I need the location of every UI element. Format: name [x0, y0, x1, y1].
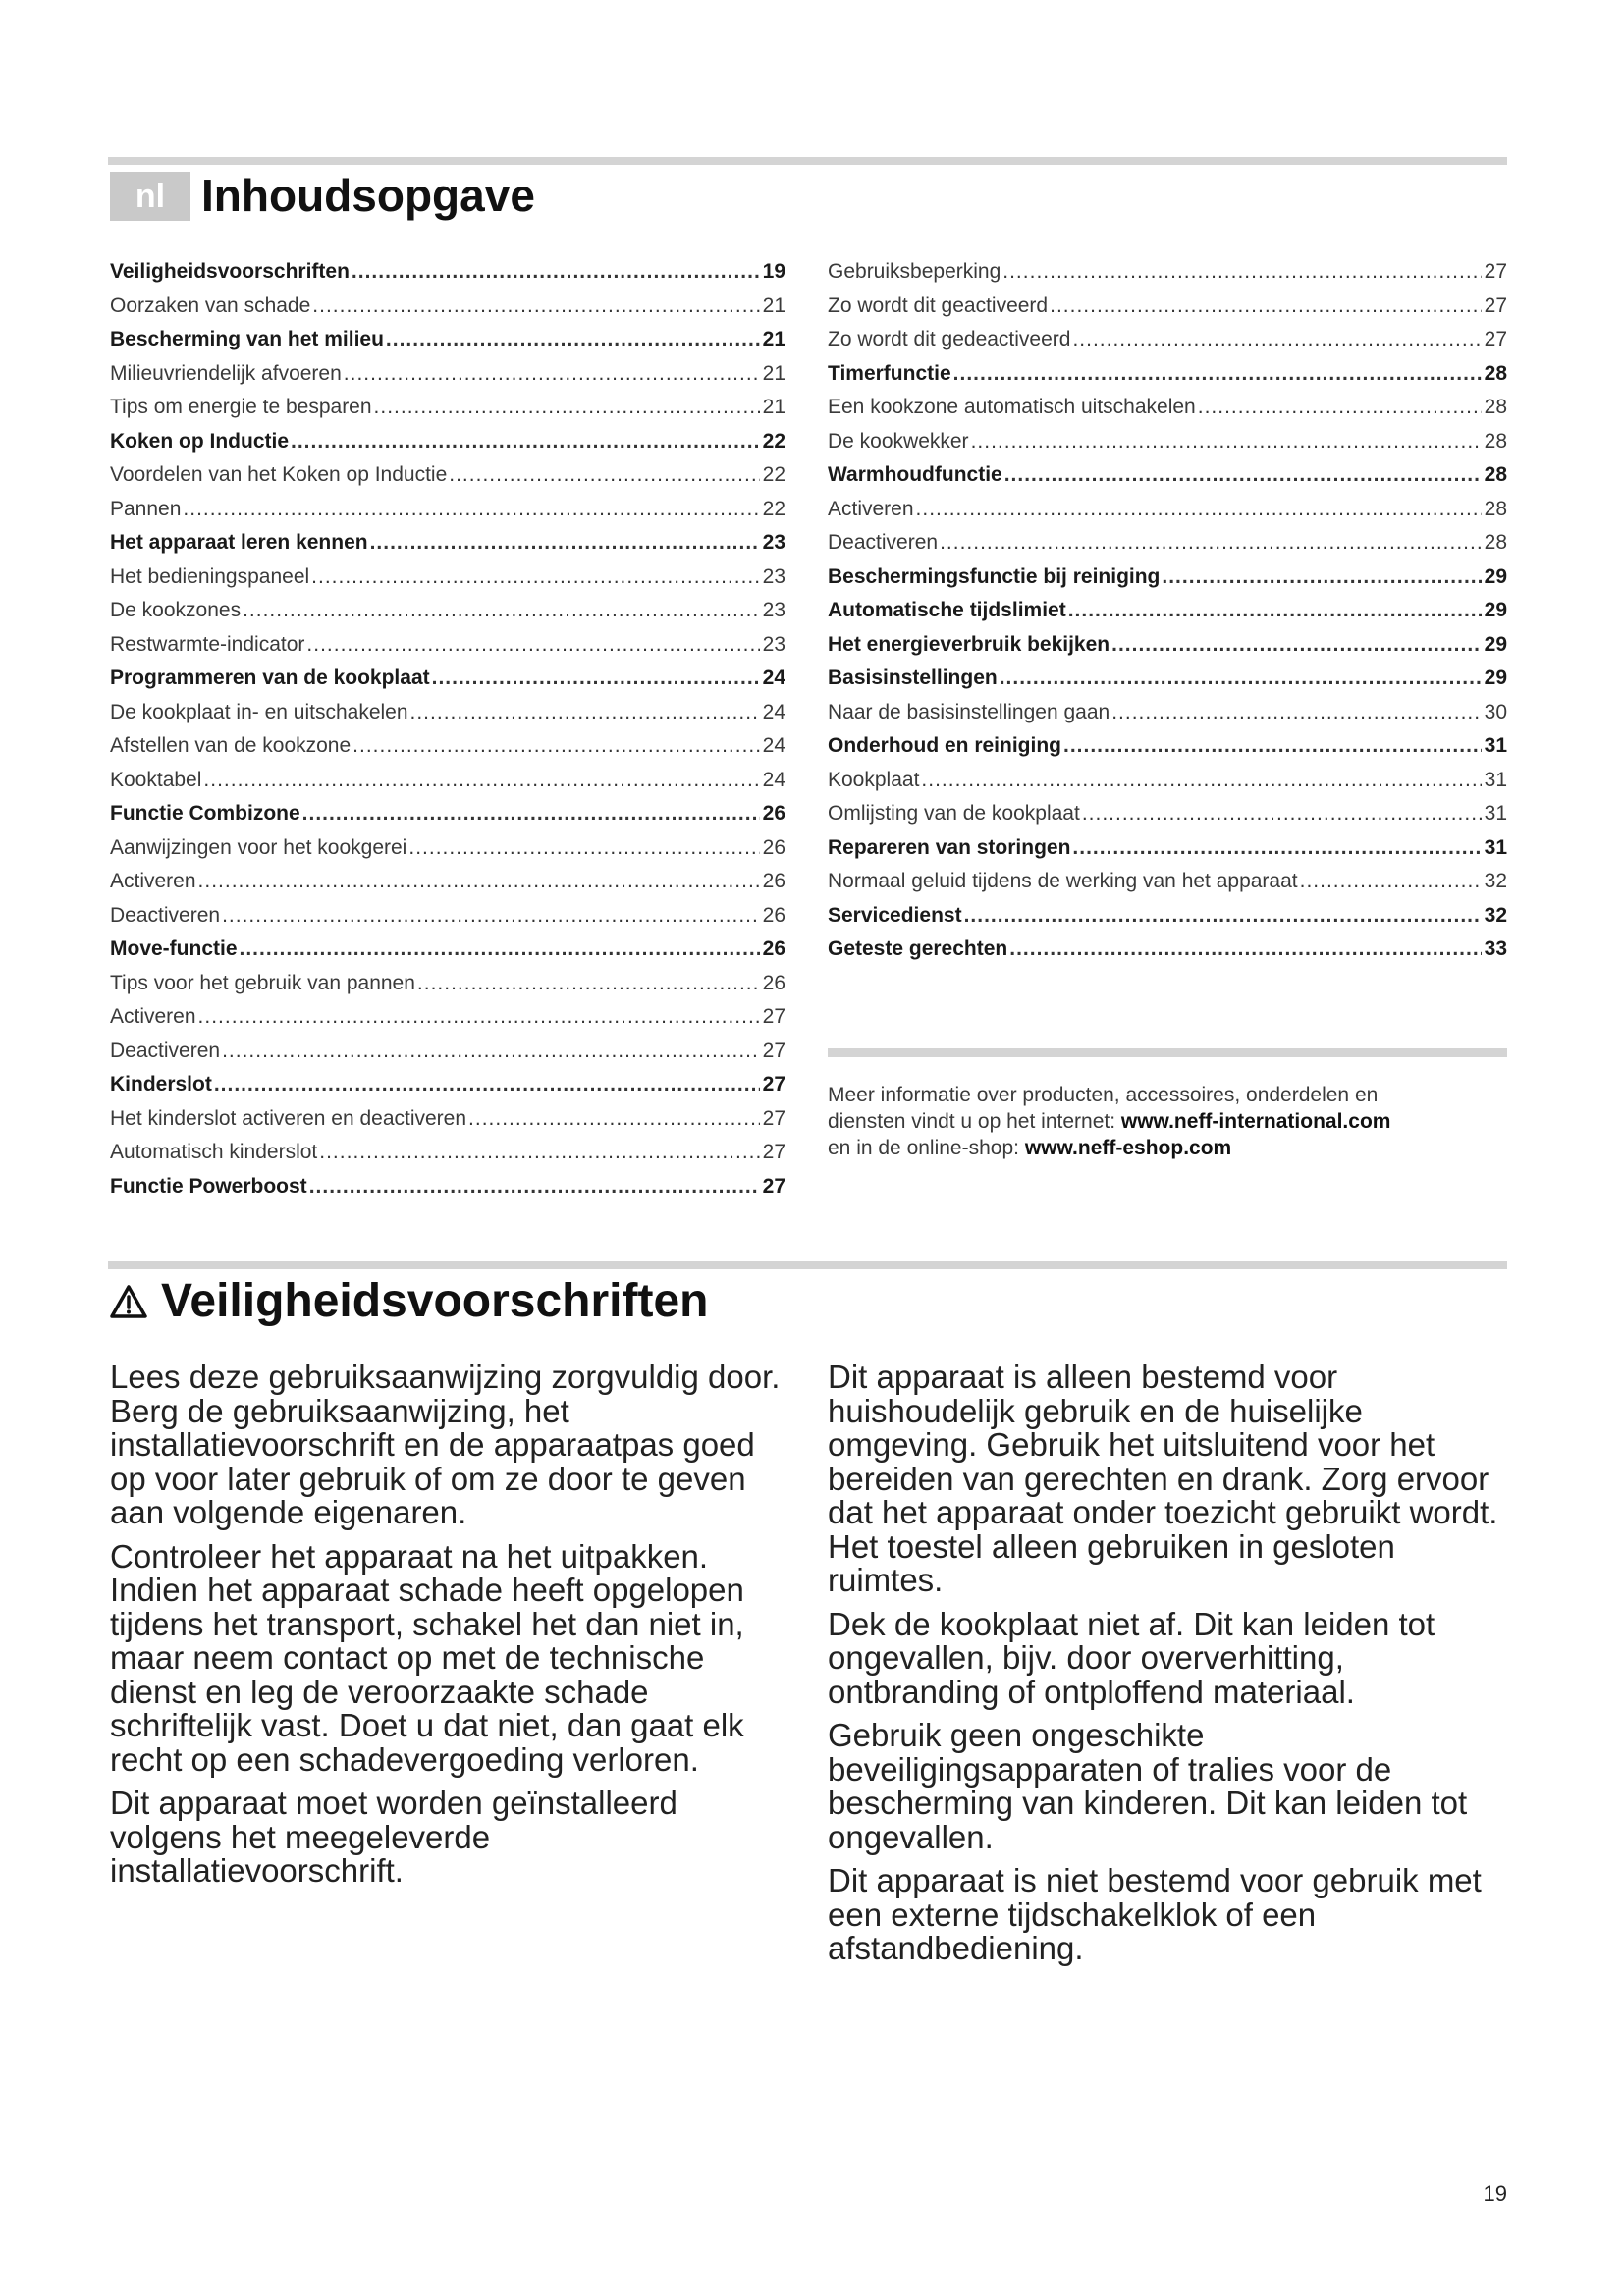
- safety-paragraph: Dek de kookplaat niet af. Dit kan leiden tot ongevallen, bijv. door oververhitting, ontbranding of ontploffend materiaal.: [828, 1605, 1435, 1710]
- toc-entry-page: 21: [762, 294, 785, 317]
- toc-dot-leader: [309, 1170, 760, 1204]
- toc-dot-leader: [410, 696, 760, 730]
- toc-entry-title: Kinderslot: [110, 1073, 212, 1095]
- toc-dot-leader: [449, 458, 759, 493]
- toc-title: Inhoudsopgave: [201, 170, 535, 221]
- info-divider: [828, 1048, 1507, 1057]
- toc-entry-page: 26: [762, 835, 785, 859]
- toc-entry-title: Het bedieningspaneel: [110, 564, 310, 588]
- toc-dot-leader: [1050, 290, 1482, 324]
- toc-entry-title: Beschermingsfunctie bij reiniging: [828, 564, 1161, 588]
- toc-entry-page: 27: [1484, 294, 1507, 317]
- toc-dot-leader: [1004, 458, 1482, 493]
- page-number: 19: [1483, 2181, 1507, 2206]
- toc-entry-title: Activeren: [828, 497, 914, 520]
- toc-entry[interactable]: [828, 797, 1507, 831]
- safety-left-column: [110, 1361, 787, 1898]
- toc-entry-title: Voordelen van het Koken op Inductie: [110, 463, 448, 486]
- toc-entry[interactable]: [828, 933, 1507, 967]
- toc-entry-title: Het energieverbruik bekijken: [828, 632, 1110, 656]
- toc-entry-title: Functie Powerboost: [110, 1174, 307, 1198]
- toc-entry-title: Zo wordt dit geactiveerd: [828, 294, 1049, 317]
- toc-dot-leader: [964, 899, 1482, 934]
- toc-entry[interactable]: [110, 967, 785, 1001]
- toc-entry[interactable]: [110, 729, 785, 764]
- info-line-3: [828, 1135, 1515, 1161]
- toc-entry-page: 29: [1484, 632, 1507, 656]
- toc-entry-page: 28: [1484, 497, 1507, 520]
- toc-entry[interactable]: [828, 255, 1507, 290]
- toc-entry-title: Pannen: [110, 497, 182, 520]
- toc-entry-title: De kookplaat in- en uitschakelen: [110, 700, 408, 723]
- toc-right-column: [828, 255, 1507, 967]
- toc-entry[interactable]: [828, 425, 1507, 459]
- toc-entry[interactable]: [110, 899, 785, 934]
- toc-entry-page: 24: [762, 768, 785, 791]
- toc-dot-leader: [306, 628, 759, 663]
- eshop-link[interactable]: www.neff-eshop.com: [1024, 1137, 1232, 1159]
- toc-dot-leader: [311, 561, 759, 595]
- safety-heading: [110, 1272, 708, 1331]
- toc-dot-leader: [302, 797, 760, 831]
- toc-entry-page: 26: [762, 870, 785, 892]
- toc-entry-title: Functie Combizone: [110, 802, 300, 825]
- toc-entry-page: 26: [762, 937, 785, 960]
- warning-triangle-icon: [110, 1285, 147, 1318]
- toc-entry[interactable]: [828, 458, 1507, 493]
- toc-entry[interactable]: [828, 831, 1507, 866]
- toc-entry-page: 24: [762, 667, 785, 689]
- toc-entry-title: Timerfunctie: [828, 361, 951, 385]
- toc-dot-leader: [352, 729, 759, 764]
- safety-right-column: [828, 1361, 1507, 1976]
- toc-entry[interactable]: [110, 425, 785, 459]
- toc-entry[interactable]: [110, 357, 785, 392]
- toc-entry[interactable]: [828, 865, 1507, 899]
- toc-entry-page: 29: [1484, 667, 1507, 689]
- toc-entry-title: Tips om energie te besparen: [110, 396, 372, 418]
- toc-entry[interactable]: [828, 526, 1507, 561]
- safety-heading-text: Veiligheidsvoorschriften: [161, 1275, 709, 1327]
- toc-entry-page: 22: [762, 497, 785, 520]
- toc-dot-leader: [198, 1000, 760, 1035]
- toc-entry[interactable]: [828, 290, 1507, 324]
- toc-entry-page: 28: [1484, 396, 1507, 418]
- toc-entry-page: 31: [1484, 734, 1507, 757]
- toc-dot-leader: [971, 425, 1482, 459]
- toc-entry-page: 28: [1484, 361, 1507, 385]
- toc-dot-leader: [291, 425, 760, 459]
- toc-entry-title: Onderhoud en reiniging: [828, 734, 1061, 757]
- toc-entry-page: 29: [1484, 564, 1507, 588]
- toc-entry-page: 26: [762, 903, 785, 927]
- toc-entry-title: Basisinstellingen: [828, 667, 998, 689]
- toc-entry[interactable]: [828, 764, 1507, 798]
- toc-entry-page: 21: [762, 328, 785, 350]
- toc-entry-title: Zo wordt dit gedeactiveerd: [828, 328, 1071, 350]
- toc-entry-title: Programmeren van de kookplaat: [110, 667, 430, 689]
- toc-entry[interactable]: [110, 255, 785, 290]
- toc-entry[interactable]: [110, 493, 785, 527]
- toc-entry-title: Kookplaat: [828, 768, 920, 791]
- toc-dot-leader: [1082, 797, 1482, 831]
- toc-dot-leader: [468, 1102, 760, 1137]
- info-line-3-text: en in de online-shop:: [828, 1137, 1025, 1159]
- toc-entry-page: 27: [762, 1039, 785, 1062]
- info-line-2: [828, 1108, 1515, 1135]
- safety-paragraph: Lees deze gebruiksaanwijzing zorgvuldig door. Berg de gebruiksaanwijzing, het installatievoorschrift en de apparaatpas goed op voor later gebruik of om ze door te geven aan volgende eigenaren.: [110, 1359, 781, 1530]
- toc-entry[interactable]: [110, 696, 785, 730]
- toc-entry-page: 22: [762, 429, 785, 453]
- toc-dot-leader: [921, 764, 1481, 798]
- toc-entry-page: 23: [762, 531, 785, 554]
- info-line-1: Meer informatie over producten, accessoires, onderdelen en: [828, 1084, 1379, 1106]
- toc-entry-page: 23: [762, 599, 785, 621]
- toc-entry[interactable]: [110, 797, 785, 831]
- toc-entry[interactable]: [110, 561, 785, 595]
- toc-dot-leader: [374, 391, 760, 425]
- toc-entry-page: 28: [1484, 531, 1507, 554]
- top-divider: [108, 157, 1507, 165]
- toc-entry[interactable]: [110, 526, 785, 561]
- toc-entry-page: 31: [1484, 768, 1507, 791]
- toc-dot-leader: [1072, 323, 1481, 357]
- toc-entry[interactable]: [110, 594, 785, 628]
- toc-entry[interactable]: [828, 357, 1507, 392]
- toc-entry-page: 32: [1484, 903, 1507, 927]
- toc-entry-title: Oorzaken van schade: [110, 294, 311, 317]
- toc-entry-page: 27: [762, 1174, 785, 1198]
- toc-entry-title: Milieuvriendelijk afvoeren: [110, 361, 342, 385]
- toc-entry-title: Deactiveren: [110, 1039, 221, 1062]
- info-box: [828, 1082, 1515, 1161]
- toc-entry-page: 23: [762, 632, 785, 656]
- toc-entry-page: 31: [1484, 802, 1507, 825]
- toc-entry[interactable]: [110, 831, 785, 866]
- toc-left-column: [110, 255, 785, 1203]
- toc-dot-leader: [203, 764, 759, 798]
- toc-entry[interactable]: [828, 594, 1507, 628]
- toc-entry[interactable]: [110, 323, 785, 357]
- toc-entry-page: 32: [1484, 870, 1507, 892]
- toc-dot-leader: [1002, 255, 1481, 290]
- toc-entry[interactable]: [828, 561, 1507, 595]
- toc-entry-title: Warmhoudfunctie: [828, 463, 1002, 486]
- safety-paragraph: Controleer het apparaat na het uitpakken. Indien het apparaat schade heeft opgelopen tijdens het transport, schakel het dan niet in, maar neem contact op met de technische dienst en leg de veroorzaakte schade schriftelijk vast. Doet u dat niet, dan gaat elk recht op een schadevergoeding verloren.: [110, 1537, 744, 1778]
- toc-entry[interactable]: [110, 1102, 785, 1137]
- toc-dot-leader: [1111, 696, 1481, 730]
- toc-entry-title: De kookzones: [110, 599, 242, 621]
- toc-dot-leader: [1000, 662, 1482, 696]
- toc-entry[interactable]: [110, 628, 785, 663]
- toc-entry-title: Bescherming van het milieu: [110, 328, 384, 350]
- toc-entry[interactable]: [828, 729, 1507, 764]
- toc-dot-leader: [417, 967, 760, 1001]
- toc-entry-title: Aanwijzingen voor het kookgerei: [110, 835, 407, 859]
- toc-dot-leader: [243, 594, 760, 628]
- toc-entry-title: Normaal geluid tijdens de werking van het apparaat: [828, 870, 1298, 892]
- toc-entry-title: Move-functie: [110, 937, 238, 960]
- toc-entry[interactable]: [110, 1170, 785, 1204]
- toc-entry-page: 30: [1484, 700, 1507, 723]
- info-line-2-text: diensten vindt u op het internet:: [828, 1110, 1121, 1133]
- toc-entry-title: Deactiveren: [828, 531, 939, 554]
- toc-entry-page: 26: [762, 802, 785, 825]
- toc-dot-leader: [1009, 933, 1481, 967]
- toc-entry[interactable]: [110, 1035, 785, 1069]
- toc-entry-title: Omlijsting van de kookplaat: [828, 802, 1080, 825]
- toc-dot-leader: [183, 493, 759, 527]
- toc-entry[interactable]: [828, 899, 1507, 934]
- toc-dot-leader: [1063, 729, 1482, 764]
- safety-divider: [108, 1261, 1507, 1269]
- toc-entry-title: Restwarmte-indicator: [110, 632, 305, 656]
- toc-dot-leader: [222, 1035, 760, 1069]
- toc-entry-title: Servicedienst: [828, 903, 962, 927]
- toc-dot-leader: [953, 357, 1482, 392]
- toc-entry-page: 27: [762, 1106, 785, 1130]
- toc-entry-page: 28: [1484, 463, 1507, 486]
- toc-entry-page: 29: [1484, 599, 1507, 621]
- toc-entry-page: 21: [762, 396, 785, 418]
- toc-entry-page: 27: [762, 1005, 785, 1028]
- toc-entry-title: Naar de basisinstellingen gaan: [828, 700, 1110, 723]
- toc-entry-page: 33: [1484, 937, 1507, 960]
- toc-entry-title: Tips voor het gebruik van pannen: [110, 971, 415, 994]
- toc-dot-leader: [940, 526, 1482, 561]
- toc-entry-title: Automatische tijdslimiet: [828, 599, 1066, 621]
- toc-dot-leader: [198, 865, 760, 899]
- toc-entry-page: 22: [762, 463, 785, 486]
- toc-dot-leader: [370, 526, 760, 561]
- toc-entry-title: De kookwekker: [828, 429, 969, 453]
- toc-entry[interactable]: [110, 458, 785, 493]
- toc-entry-title: Kooktabel: [110, 768, 202, 791]
- toc-entry-title: Het kinderslot activeren en deactiveren: [110, 1106, 467, 1130]
- toc-entry[interactable]: [110, 933, 785, 967]
- safety-paragraph: Dit apparaat is alleen bestemd voor huishoudelijk gebruik en de huiselijke omgeving. Gebruik het uitsluitend voor het bereiden van gerechten en drank. Zorg ervoor dat het apparaat onder toezicht gebruikt wordt. Het toestel alleen gebruiken in gesloten ruimtes.: [828, 1359, 1498, 1598]
- toc-dot-leader: [1072, 831, 1481, 866]
- toc-entry[interactable]: [110, 662, 785, 696]
- toc-dot-leader: [1300, 865, 1482, 899]
- toc-dot-leader: [319, 1136, 759, 1170]
- international-link[interactable]: www.neff-international.com: [1120, 1110, 1391, 1133]
- toc-dot-leader: [916, 493, 1482, 527]
- toc-dot-leader: [240, 933, 760, 967]
- language-badge: nl: [110, 172, 190, 221]
- toc-entry-title: Een kookzone automatisch uitschakelen: [828, 396, 1196, 418]
- toc-entry[interactable]: [828, 391, 1507, 425]
- toc-dot-leader: [344, 357, 760, 392]
- toc-entry-page: 19: [762, 260, 785, 283]
- toc-entry-title: Activeren: [110, 1005, 196, 1028]
- toc-dot-leader: [1198, 391, 1482, 425]
- toc-entry-title: Gebruiksbeperking: [828, 260, 1001, 283]
- toc-dot-leader: [312, 290, 759, 324]
- toc-dot-leader: [386, 323, 760, 357]
- toc-entry-page: 28: [1484, 429, 1507, 453]
- toc-dot-leader: [214, 1068, 760, 1102]
- toc-entry-title: Geteste gerechten: [828, 937, 1008, 960]
- toc-entry-title: Het apparaat leren kennen: [110, 531, 368, 554]
- toc-entry-title: Deactiveren: [110, 903, 221, 927]
- toc-entry[interactable]: [110, 1136, 785, 1170]
- toc-entry[interactable]: [110, 1000, 785, 1035]
- toc-entry[interactable]: [110, 1068, 785, 1102]
- toc-entry[interactable]: [828, 323, 1507, 357]
- toc-entry-page: 27: [1484, 260, 1507, 283]
- toc-entry-page: 27: [762, 1141, 785, 1163]
- toc-entry-page: 24: [762, 734, 785, 757]
- toc-entry-title: Afstellen van de kookzone: [110, 734, 352, 757]
- safety-paragraph: Dit apparaat is niet bestemd voor gebruik met een externe tijdschakelklok of een afstandbediening.: [828, 1862, 1482, 1966]
- toc-entry[interactable]: [828, 493, 1507, 527]
- toc-entry-page: 27: [1484, 328, 1507, 350]
- toc-entry-title: Automatisch kinderslot: [110, 1141, 318, 1163]
- toc-entry[interactable]: [110, 764, 785, 798]
- toc-entry-title: Repareren van storingen: [828, 835, 1071, 859]
- safety-paragraph: Dit apparaat moet worden geïnstalleerd volgens het meegeleverde installatievoorschrift.: [110, 1785, 677, 1889]
- toc-dot-leader: [1111, 628, 1482, 663]
- toc-entry-title: Veiligheidsvoorschriften: [110, 260, 350, 283]
- toc-entry-page: 27: [762, 1073, 785, 1095]
- safety-paragraph: Gebruik geen ongeschikte beveiligingsapparaten of tralies voor de bescherming van kinderen. Dit kan leiden tot ongevallen.: [828, 1717, 1468, 1855]
- toc-entry[interactable]: [110, 391, 785, 425]
- toc-dot-leader: [222, 899, 760, 934]
- toc-entry-page: 24: [762, 700, 785, 723]
- toc-entry[interactable]: [828, 662, 1507, 696]
- toc-entry[interactable]: [828, 628, 1507, 663]
- toc-entry-page: 23: [762, 564, 785, 588]
- toc-dot-leader: [408, 831, 759, 866]
- toc-entry[interactable]: [110, 865, 785, 899]
- toc-entry-title: Activeren: [110, 870, 196, 892]
- toc-entry[interactable]: [110, 290, 785, 324]
- toc-entry-title: Koken op Inductie: [110, 429, 290, 453]
- toc-entry[interactable]: [828, 696, 1507, 730]
- toc-dot-leader: [1162, 561, 1481, 595]
- toc-dot-leader: [1068, 594, 1482, 628]
- toc-entry-page: 31: [1484, 835, 1507, 859]
- toc-entry-page: 21: [762, 361, 785, 385]
- toc-dot-leader: [352, 255, 760, 290]
- toc-dot-leader: [432, 662, 760, 696]
- toc-entry-page: 26: [762, 971, 785, 994]
